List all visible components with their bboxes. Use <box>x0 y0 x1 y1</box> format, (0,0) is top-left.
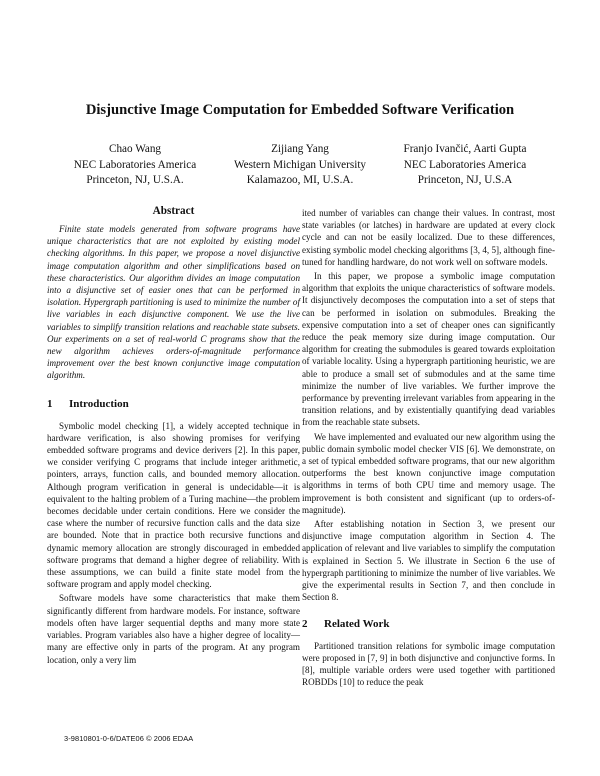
section-title: Related Work <box>324 617 390 630</box>
section-heading-introduction <box>47 398 300 410</box>
left-column <box>47 205 300 666</box>
author-name: Franjo Ivančić, Aarti Gupta <box>403 143 527 155</box>
section-title: Introduction <box>69 397 129 410</box>
author-affiliation: NEC Laboratories America <box>403 158 527 171</box>
right-column <box>302 207 555 688</box>
paragraph: Software models have some characteristics that make them significantly different from hardware models. For instance, software models often have larger sequential depths and many more state variables. Program variables also have a higher degree of locality—many are effective only in parts of the program. At any program location, only a very lim <box>47 593 300 665</box>
paper-title: Disjunctive Image Computation for Embedded Software Verification <box>85 102 515 118</box>
author-name: Chao Wang <box>108 143 162 155</box>
abstract-text: Finite state models generated from software programs have unique characteristics that are not exploited by existing model checking algorithms. In this paper, we propose a novel disjunctive image computation algorithm and other simplifications based on these characteristics. Our algorithm divides an image computation into a disjunctive set of easier ones that can be performed in isolation. Hypergraph partitioning is used to minimize the number of live variables in each disjunctive component. We use the live variables to simplify transition relations and reachable state subsets. Our experiments on a set of real-world C programs show that the new algorithm achieves orders-of-magnitude performance improvement over the best known conjunctive image computation algorithm. <box>47 224 300 381</box>
author-block-1 <box>60 142 210 189</box>
author-block-2 <box>215 142 385 189</box>
author-block-3 <box>380 142 550 189</box>
abstract <box>47 205 300 382</box>
author-name: Zijiang Yang <box>271 143 329 155</box>
author-affiliation: NEC Laboratories America <box>73 158 197 171</box>
paragraph: Partitioned transition relations for symbolic image computation were proposed in [7, 9] in both disjunctive and conjunctive forms. In [8], multiple variable orders were used together with partitioned ROBDDs [10] to reduce the peak <box>302 640 555 688</box>
section-number: 2 <box>302 617 308 630</box>
section-heading-related-work <box>302 618 555 630</box>
paragraph: Symbolic model checking [1], a widely accepted technique in hardware verification, is also showing promises for verifying embedded software programs and device derivers [2]. In this paper, we consider verifying C programs that include integer arithmetic, pointers, arrays, function calls, and bounded memory allocation. Although program verification in general is undecidable—it is equivalent to the halting problem of a Turing machine—the problem becomes decidable under certain conditions. Here we consider the case where the number of recursive function calls and the data size are bounded. Note that in practice both recursive functions and dynamic memory allocation are strongly discouraged in embedded software programs that demand a higher degree of reliability. With these assumptions, we can build a finite state model from the software program and apply model checking. <box>47 420 300 590</box>
abstract-heading: Abstract <box>152 205 195 217</box>
paragraph: After establishing notation in Section 3, we present our disjunctive image computation algorithm in Section 4. The application of relevant and live variables to simplify the computation is explained in Section 5. We illustrate in Section 6 the use of hypergraph partitioning to minimize the number of live variables. We give the experimental results in Section 7, and then conclude in Section 8. <box>302 519 555 603</box>
author-affiliation: Western Michigan University <box>233 158 367 171</box>
author-location: Princeton, NJ, U.S.A <box>417 174 513 186</box>
section-number: 1 <box>47 397 53 410</box>
paragraph: We have implemented and evaluated our new algorithm using the public domain symbolic model checker VIS [6]. We demonstrate, on a set of typical embedded software programs, that our new algorithm outperforms the best known conjunctive image computation algorithms in terms of both CPU time and memory usage. The improvement is both consistent and significant (up to orders-of-magnitude). <box>302 431 555 515</box>
footer-copyright: 3-9810801-0-6/DATE06 © 2006 EDAA <box>64 734 194 743</box>
author-location: Princeton, NJ, U.S.A. <box>86 174 184 186</box>
paragraph: In this paper, we propose a symbolic image computation algorithm that exploits the unique characteristics of software models. It disjunctively decomposes the computation into a set of steps that can be performed in isolation on submodules. Breaking the expensive computation into a set of cheaper ones can significantly reduce the peak memory size during image computation. Our algorithm for creating the submodules is geared towards exploitation of variable locality. Using a hypergraph partitioning heuristic, we are able to produce a small set of submodules and at the same time minimize the number of live variables. We further improve the performance by preventing irrelevant variables from appearing in the transition relations, and by existentially quantifying dead variables from the reachable state subsets. <box>302 271 555 428</box>
author-location: Kalamazoo, MI, U.S.A. <box>246 174 354 186</box>
paragraph-continued: ited number of variables can change their values. In contrast, most state variables (or latches) in hardware are updated at every clock cycle and can not be easily localized. Due to these differences, existing symbolic model checking algorithms [3, 4, 5], although fine-tuned for handling hardware, do not work well on software models. <box>302 208 555 267</box>
